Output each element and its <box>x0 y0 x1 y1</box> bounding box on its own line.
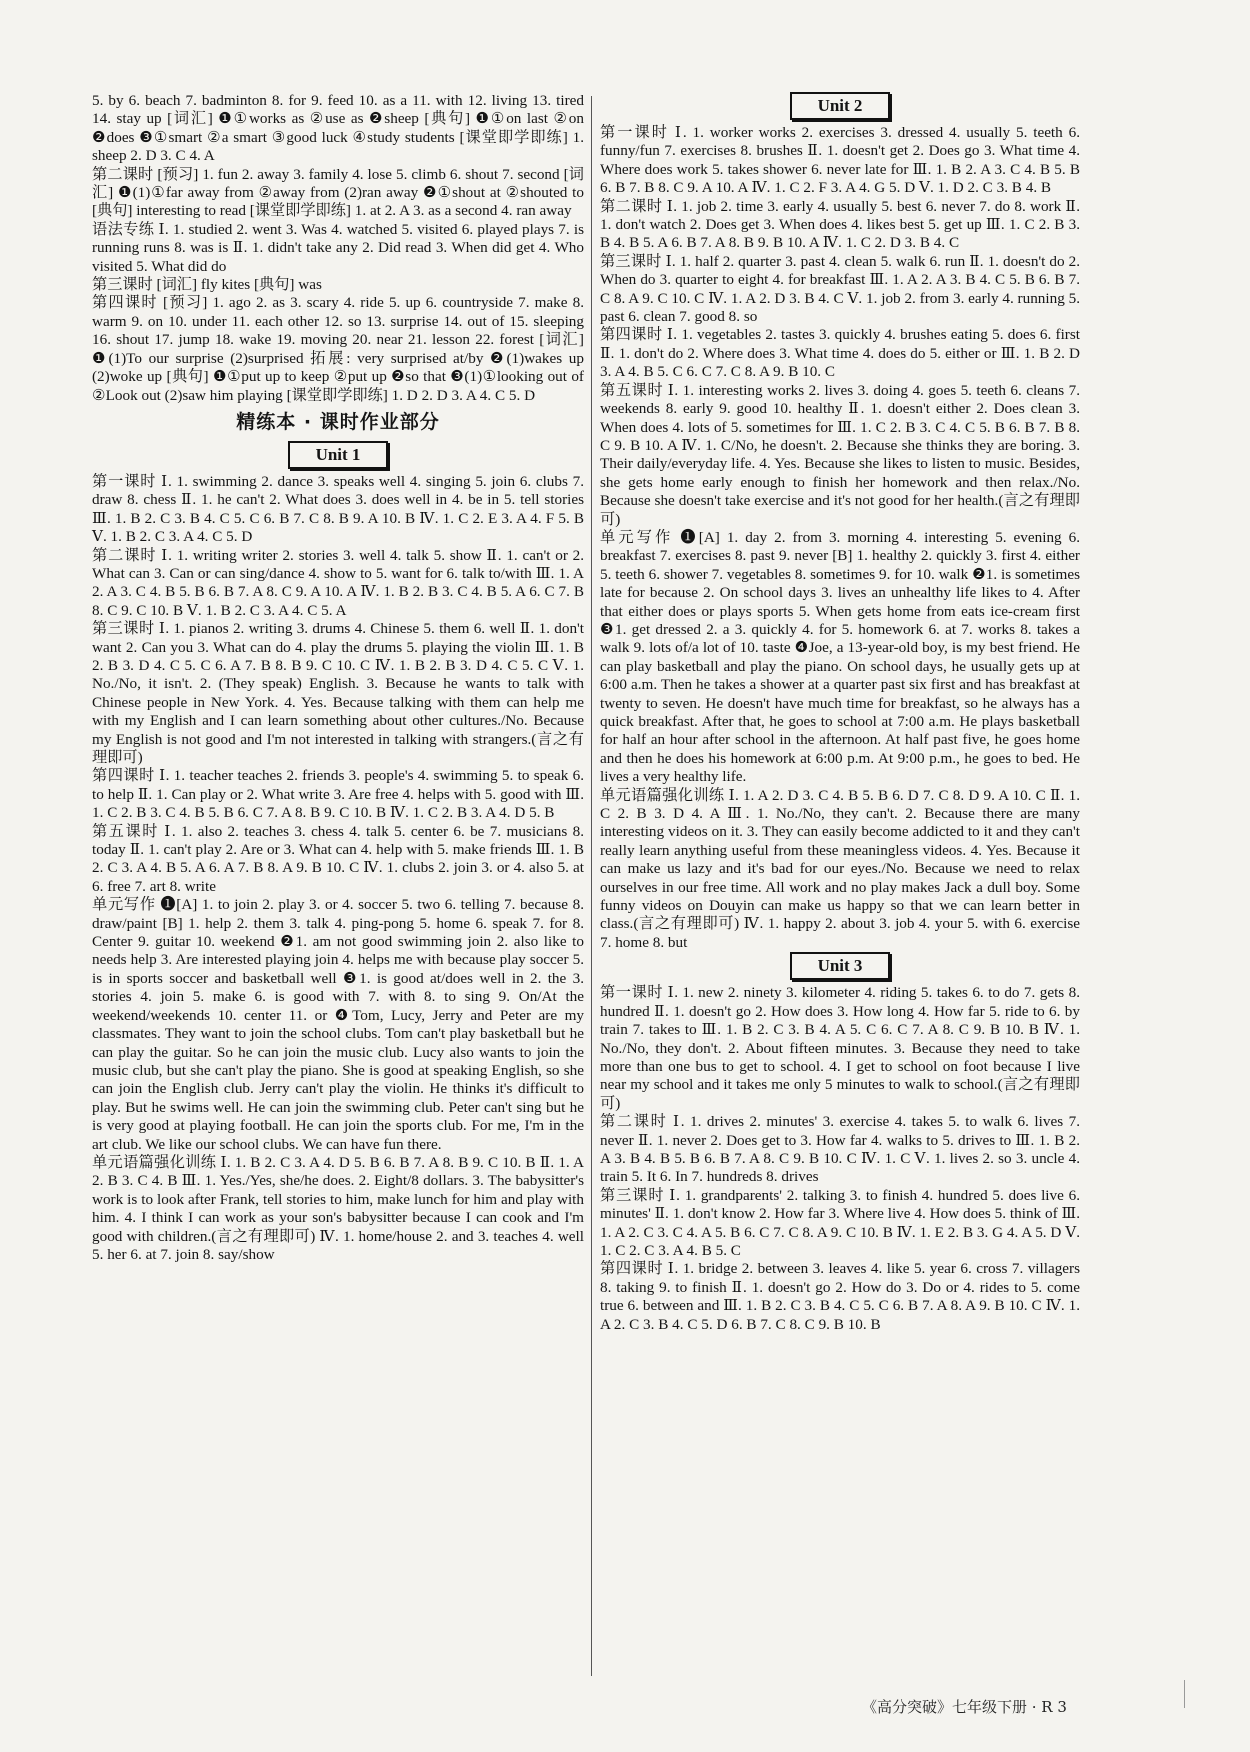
margin-rule <box>1184 1680 1185 1708</box>
left-para-2: 第二课时 [预习] 1. fun 2. away 3. family 4. lose 5. climb 6. shout 7. second [词汇] ❶(1)①far away from ②away from (2)ran away ❷①shout at ②shouted to [典句] interesting to read [课堂即学即练] 1. at 2. A 3. as a second 4. ran away <box>92 165 584 220</box>
left-column <box>92 92 584 1264</box>
right-para-4: 第四课时 Ⅰ. 1. vegetables 2. tastes 3. quickly 4. brushes eating 5. does 6. first Ⅱ. 1. don't do 2. Where does 3. What time 4. does do 5. either or Ⅲ. 1. B 2. D 3. A 4. B 5. C 6. C 7. C 8. A 9. B 10. C <box>600 326 1080 381</box>
right-para-1: 第一课时 Ⅰ. 1. worker works 2. exercises 3. dressed 4. usually 5. teeth 6. funny/fun 7. exercises 8. brushes Ⅱ. 1. doesn't get 2. Does go 3. What time 4. Where does work 5. takes shower 6. never late for Ⅲ. 1. B 2. A 3. C 4. B 5. B 6. B 7. B 8. C 9. A 10. A Ⅳ. 1. C 2. F 3. A 4. G 5. D Ⅴ. 1. D 2. C 3. B 4. B <box>600 124 1080 197</box>
right-column <box>600 92 1080 1334</box>
left-para-11: 单元写作 ❶[A] 1. to join 2. play 3. or 4. soccer 5. two 6. telling 7. because 8. draw/paint [B] 1. help 2. them 3. talk 4. ping-pong 5. home 6. speak 7. for 8. Center 9. guitar 10. weekend ❷1. am not good swimming join 2. also like to needs help 3. Are interested playing join 4. helps me with because play soccer 5. is in sports soccer and basketball well ❸1. is good at/does well in 2. the 3. stories 4. join 5. make 6. is good with 7. with 8. to sing 9. On/At the weekend/weekends 10. center 11. or ❹Tom, Lucy, Jerry and Peter are my classmates. They want to join the school clubs. Tom can't play basketball but he can play the guitar. So he can join the music club. Lucy also wants to join the music club, but she can't play the piano. She is good at speaking English, so she can join the English club. Jerry can't play the violin. He thinks it's difficult to play. But he swims well. He can join the swimming club. Peter can't sing but he is very good at playing football. He can join the sports club. For me, I'm in the art club. We like our school clubs. We can have fun there. <box>92 896 584 1153</box>
left-para-8: 第三课时 Ⅰ. 1. pianos 2. writing 3. drums 4. Chinese 5. them 6. well Ⅱ. 1. don't want 2. Can you 3. What can do 4. play the drums 5. playing the violin Ⅲ. 1. B 2. B 3. D 4. C 5. C 6. A 7. B 8. B 9. C 10. C Ⅳ. 1. B 2. B 3. D 4. C 5. C Ⅴ. 1. No./No, it isn't. 2. (They speak) English. 3. Because he wants to talk with Chinese people in New York. 4. Yes. Because talking with them can help me with my English and I can learn something about other cultures./No. Because my English is not good and I'm not interested in talking with strangers.(言之有理即可) <box>92 620 584 766</box>
left-para-12: 单元语篇强化训练 Ⅰ. 1. B 2. C 3. A 4. D 5. B 6. B 7. A 8. B 9. C 10. B Ⅱ. 1. A 2. B 3. C 4. B Ⅲ. 1. Yes./Yes, she/he does. 2. Eight/8 dollars. 3. The babysitter's work is to look after Frank, tell stories to him, make lunch for him and play with him. 4. I think I can work as your son's babysitter because I can cook and I'm good with children.(言之有理即可) Ⅳ. 1. home/house 2. and 3. teaches 4. well 5. her 6. at 7. join 8. say/show <box>92 1153 584 1263</box>
left-para-6: 第一课时 Ⅰ. 1. swimming 2. dance 3. speaks well 4. singing 5. join 6. clubs 7. draw 8. chess Ⅱ. 1. he can't 2. What does 3. does well in 4. be in 5. tell stories Ⅲ. 1. B 2. C 3. B 4. C 5. C 6. B 7. C 8. B 9. A 10. B Ⅳ. 1. C 2. E 3. A 4. F 5. B Ⅴ. 1. B 2. C 3. A 4. C 5. D <box>92 472 584 546</box>
unit-3-heading: Unit 3 <box>790 952 890 980</box>
right-para-11: 第四课时 Ⅰ. 1. bridge 2. between 3. leaves 4. like 5. year 6. cross 7. villagers 8. taking 9. to finish Ⅱ. 1. doesn't go 2. How do 3. Do or 4. rides to 5. come true 6. between and Ⅲ. 1. B 2. C 3. B 4. C 5. C 6. B 7. A 8. A 9. B 10. C Ⅳ. 1. A 2. C 3. B 4. C 5. D 6. B 7. C 8. C 9. B 10. B <box>600 1260 1080 1333</box>
left-para-10: 第五课时 Ⅰ. 1. also 2. teaches 3. chess 4. talk 5. center 6. be 7. musicians 8. today Ⅱ. 1. can't play 2. Are or 3. What can 4. help with 5. make friends Ⅲ. 1. B 2. C 3. A 4. B 5. A 6. A 7. B 8. A 9. B 10. C Ⅳ. 1. clubs 2. join 3. or 4. also 5. at 6. free 7. art 8. write <box>92 822 584 895</box>
right-para-6: 单元写作 ❶[A] 1. day 2. from 3. morning 4. interesting 5. evening 6. breakfast 7. exercises 8. past 9. never [B] 1. healthy 2. quickly 3. first 4. either 5. teeth 6. shower 7. vegetables 8. sometimes 9. for 10. walk ❷1. is sometimes late for because 2. On school days 3. lives an unhealthy life likes to 4. After that either does or plays sports 5. When gets home from eats ice-cream first ❸1. get dressed 2. a 3. quickly 4. for 5. homework 6. at 7. works 8. takes a walk 9. lots of/a lot of 10. taste ❹Joe, a 13-year-old boy, is my best friend. He can play basketball and play the piano. On school days, he usually gets up at 6:00 a.m. Then he takes a shower at a quarter past six first and has breakfast at twenty to seven. He doesn't have much time for breakfast, so he always has a quick breakfast. After that, he goes to school at 7:00 a.m. He plays basketball for half an hour after school in the afternoon. At half past five, he goes home and then he does his homework at 6:00 p.m. At 9:00 p.m., he goes to bed. He lives a very healthy life. <box>600 528 1080 786</box>
unit-1-heading: Unit 1 <box>288 441 388 469</box>
right-para-3: 第三课时 Ⅰ. 1. half 2. quarter 3. past 4. clean 5. walk 6. run Ⅱ. 1. doesn't do 2. When do 3. quarter to eight 4. for breakfast Ⅲ. 1. A 2. A 3. B 4. C 5. B 6. B 7. C 8. A 9. C 10. C Ⅳ. 1. A 2. D 3. B 4. C Ⅴ. 1. job 2. from 3. early 4. running 5. past 6. clean 7. good 8. so <box>600 252 1080 326</box>
left-para-5: 第四课时 [预习] 1. ago 2. as 3. scary 4. ride 5. up 6. countryside 7. make 8. warm 9. on 10. under 11. each other 12. so 13. surprise 14. out of 15. sleeping 16. shout 17. jump 18. wake 19. moving 20. near 21. lesson 22. forest [词汇] ❶(1)To our surprise (2)surprised 拓展: very surprised at/by ❷(1)wakes up (2)woke up [典句] ❶①put up to keep ②put up ❷so that ❸(1)①looking out of ②Look out (2)saw him playing [课堂即学即练] 1. D 2. D 3. A 4. C 5. D <box>92 294 584 404</box>
right-para-2: 第二课时 Ⅰ. 1. job 2. time 3. early 4. usually 5. best 6. never 7. do 8. work Ⅱ. 1. don't watch 2. Does get 3. When does 4. likes best 5. get up Ⅲ. 1. C 2. B 3. B 4. B 5. A 6. B 7. A 8. B 9. B 10. A Ⅳ. 1. C 2. D 3. B 4. C <box>600 197 1080 252</box>
left-para-7: 第二课时 Ⅰ. 1. writing writer 2. stories 3. well 4. talk 5. show Ⅱ. 1. can't or 2. What can 3. Can or can sing/dance 4. show to 5. want for 6. talk to/with Ⅲ. 1. A 2. A 3. C 4. B 5. B 6. B 7. A 8. C 9. A 10. A Ⅳ. 1. B 2. B 3. C 4. B 5. A 6. C 7. B 8. C 9. C 10. B Ⅴ. 1. B 2. C 3. A 4. C 5. A <box>92 546 584 619</box>
column-divider <box>591 96 592 1676</box>
right-para-10: 第三课时 Ⅰ. 1. grandparents' 2. talking 3. to finish 4. hundred 5. does live 6. minutes' Ⅱ. 1. don't know 2. How far 3. Where live 4. How does 5. think of Ⅲ. 1. A 2. C 3. C 4. A 5. B 6. C 7. C 8. A 9. C 10. B Ⅳ. 1. E 2. B 3. G 4. A 5. D Ⅴ. 1. C 2. C 3. A 4. B 5. C <box>600 1186 1080 1259</box>
section-banner: 精练本 · 课时作业部分 <box>236 410 440 433</box>
left-para-9: 第四课时 Ⅰ. 1. teacher teaches 2. friends 3. people's 4. swimming 5. to speak 6. to help Ⅱ. 1. Can play or 2. What write 3. Are free 4. helps with 5. good with Ⅲ. 1. C 2. B 3. C 4. B 5. B 6. C 7. A 8. B 9. C 10. B Ⅳ. 1. C 2. B 3. A 4. D 5. B <box>92 767 584 822</box>
right-para-8: 第一课时 Ⅰ. 1. new 2. ninety 3. kilometer 4. riding 5. takes 6. to do 7. gets 8. hundred Ⅱ. 1. doesn't go 2. How does 3. How long 4. How far 5. ride to 6. by train 7. takes to Ⅲ. 1. B 2. C 3. B 4. A 5. C 6. C 7. A 8. C 9. B 10. B Ⅳ. 1. No./No, they don't. 2. About fifteen minutes. 3. Because they need to take more than one bus to get to school. 4. I get to school on foot because I live near my school and it takes me only 5 minutes to walk to school.(言之有理即可) <box>600 984 1080 1112</box>
right-para-7: 单元语篇强化训练 Ⅰ. 1. A 2. D 3. C 4. B 5. B 6. D 7. C 8. D 9. A 10. C Ⅱ. 1. C 2. B 3. D 4. A Ⅲ. 1. No./No, they can't. 2. Because there are many interesting videos on it. 3. They can easily become addicted to it and they can't really learn anything useful from these meaningless videos. 4. Yes. Because it can make us lazy and it's bad for our eyes./No. Because we need to relax ourselves in our free time. All work and no play makes Jack a dull boy. Some funny videos on Douyin can make us happy so that we can learn better in class.(言之有理即可) Ⅳ. 1. happy 2. about 3. job 4. your 5. with 6. exercise 7. home 8. but <box>600 786 1080 951</box>
page-footer: 《高分突破》七年级下册 · R 3 <box>862 1698 1067 1716</box>
left-para-3: 语法专练 Ⅰ. 1. studied 2. went 3. Was 4. watched 5. visited 6. played plays 7. is running runs 8. was is Ⅱ. 1. didn't take any 2. Did read 3. When did get 4. Who visited 5. What did do <box>92 220 584 275</box>
right-para-9: 第二课时 Ⅰ. 1. drives 2. minutes' 3. exercise 4. takes 5. to walk 6. lives 7. never Ⅱ. 1. never 2. Does get to 3. How far 4. walks to 5. drives to Ⅲ. 1. B 2. A 3. B 4. B 5. B 6. B 7. A 8. C 9. B 10. C Ⅳ. 1. C Ⅴ. 1. lives 2. so 3. uncle 4. train 5. It 6. In 7. hundreds 8. drives <box>600 1113 1080 1186</box>
left-para-4: 第三课时 [词汇] fly kites [典句] was <box>92 276 322 294</box>
left-para-1: 5. by 6. beach 7. badminton 8. for 9. feed 10. as a 11. with 12. living 13. tired 14. stay up [词汇] ❶①works as ②use as ❷sheep [典句] ❶①on last ②on ❷does ❸①smart ②a smart ③good luck ④study students [课堂即学即练] 1. sheep 2. D 3. C 4. A <box>92 92 584 165</box>
right-para-5: 第五课时 Ⅰ. 1. interesting works 2. lives 3. doing 4. goes 5. teeth 6. cleans 7. weekends 8. early 9. good 10. healthy Ⅱ. 1. doesn't either 2. Does clean 3. When does 4. lots of 5. sometimes for Ⅲ. 1. C 2. B 3. C 4. C 5. B 6. B 7. B 8. C 9. B 10. A Ⅳ. 1. C/No, he doesn't. 2. Because she thinks they are boring. 3. Their daily/everyday life. 4. Yes. Because she likes to listen to music. Besides, she gets home early enough to finish her homework and then relax./No. Because she doesn't take exercise and it's not good for her health.(言之有理即可) <box>600 381 1080 528</box>
unit-2-heading: Unit 2 <box>790 92 890 120</box>
